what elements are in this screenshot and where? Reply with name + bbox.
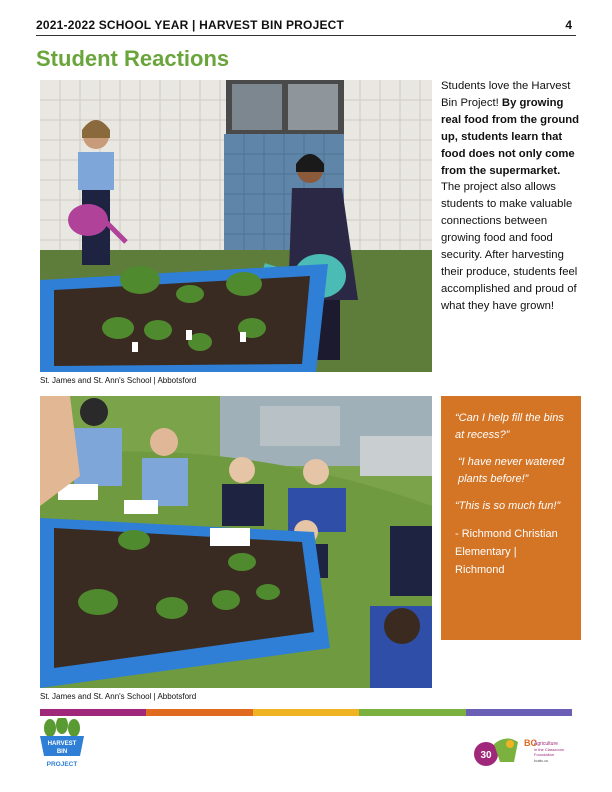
logo-badge: 30 (480, 750, 492, 761)
color-divider (40, 709, 572, 716)
logo-text-url: bcaitc.ca (534, 759, 548, 763)
photo-caption-1: St. James and St. Ann's School | Abbotsford (40, 376, 197, 385)
logo-text-foundation: Foundation (534, 752, 555, 757)
photo-students-watering (40, 80, 432, 372)
divider-segment (253, 709, 359, 716)
quote-2: “I have never watered plants before!” (458, 456, 565, 485)
divider-segment (466, 709, 572, 716)
photo-caption-2: St. James and St. Ann's School | Abbotsford (40, 692, 197, 701)
section-title: Student Reactions (36, 46, 230, 71)
divider-segment (146, 709, 252, 716)
logo-text-classroom: in the Classroom (534, 747, 565, 752)
photo-students-planting (40, 396, 432, 688)
divider-segment (359, 709, 465, 716)
logo-text-agriculture: Agriculture (534, 741, 558, 747)
body-intro: Students love the Harvest Bin Project! (441, 80, 571, 109)
logo-text-line3: PROJECT (46, 761, 78, 768)
student-quotes-box (441, 396, 581, 640)
quote-3: “This is so much fun!” (455, 500, 561, 512)
bc-agriculture-classroom-logo (472, 732, 572, 772)
page-header (36, 16, 576, 36)
quote-1: “Can I help fill the bins at recess?” (455, 412, 564, 441)
page-number: 4 (565, 18, 572, 32)
body-emphasis: By growing real food from the ground up, students learn that food does not only come from the supermarket. (441, 96, 580, 177)
quote-attribution: - Richmond Christian Elementary | Richmond (455, 528, 558, 576)
logo-text-line2: BIN (56, 749, 68, 755)
divider-segment (40, 709, 146, 716)
logo-text-line1: HARVEST (47, 741, 77, 747)
body-rest: The project also allows students to make valuable connections between growing food and food security. After harvesting their produce, students feel accomplished and proud of what they have grown! (441, 181, 578, 312)
body-paragraph (441, 78, 581, 315)
header-title: 2021-2022 SCHOOL YEAR | HARVEST BIN PROJECT (36, 18, 345, 32)
harvest-bin-logo (36, 718, 88, 776)
logo-text-bc: BC (524, 738, 537, 748)
